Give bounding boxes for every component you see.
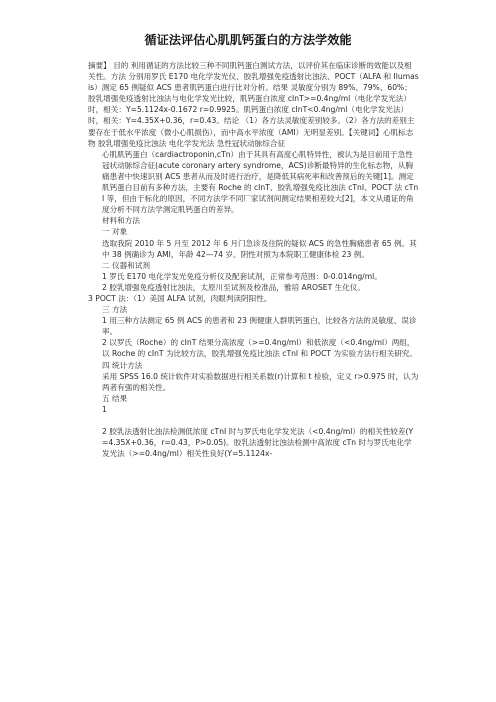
section-heading: 五 结果 bbox=[102, 393, 128, 403]
paragraph: 3 POCT 法：（1）美国 ALFA 试剂，肉眼判读阴阳性。 bbox=[88, 293, 272, 303]
document-title: 循证法评估心肌肌钙蛋白的方法学效能 bbox=[144, 33, 352, 47]
abstract-paragraph: 摘要】 目的 利用循证的方法比较三种不同肌钙蛋白测试方法，以评价其在临床诊断的效能以及相关性。方法 分别用罗氏 E170 电化学发光仪、胶乳增强免疫透射比浊法、POCT（ALFA 和 Ilumasis）测定 65 例疑似 ACS 患者肌钙蛋白进行比对分析。结果 灵敏度分别为 89%、79%、60%；胶乳增强免疫透射比浊法与电化学发光比较，肌钙蛋白浓度 cInT>=0.4ng/ml（电化学发光法）时，相关：Y=5.1124x-0.1672 r=0.9925。肌钙蛋白浓度 cInT<0.4ng/ml（电化学发光法）时，相关：Y=4.35X+0.36，r=0.43。结论 （1）各方法灵敏度差别较多。（2）各方法的差别主要存在于低水平浓度（微小心肌损伤），而中高水平浓度（AMI）无明显差别。【关键词】心肌标志物 胶乳增强免疫比浊法 电化学发光法 急性冠状动脉综合征 bbox=[88, 61, 419, 148]
section-heading: 四 统计方法 bbox=[102, 360, 143, 370]
paragraph: 1 用三种方法测定 65 例 ACS 的患者和 23 例健康人群肌钙蛋白，比较各方法的灵敏度、误诊率。 bbox=[102, 316, 417, 337]
paragraph: 2 以罗氏（Roche）的 cInT 结果分高浓度（>=0.4ng/ml）和低浓度（<0.4ng/ml）两组，以 Roche 的 cInT 为比较方法，胶乳增强免疫比浊法 cTnI 和 POCT 为实验方法行相关研究。 bbox=[102, 338, 417, 359]
section-heading: 一 对象 bbox=[102, 227, 128, 237]
paragraph: 1 罗氏 E170 电化学发光免疫分析仪及配套试剂，正常参考范围：0-0.014ng/ml。 bbox=[102, 271, 382, 281]
paragraph: 2 胶乳法透射比浊法检测低浓度 cTnI 时与罗氏电化学发光法（<0.4ng/ml）的相关性较差(Y=4.35X+0.36，r=0.43，P>0.05)。胶乳法透射比浊法检测中高浓度 cTn 时与罗氏电化学发光法（>=0.4ng/ml）相关性良好(Y=5.1124x- bbox=[102, 427, 414, 459]
document-body bbox=[88, 60, 419, 459]
paragraph: 2 胶乳增强免疫透射比浊法，太原川至试剂及校准品，雅培 AROSET 生化仪。 bbox=[102, 282, 365, 292]
paragraph: 1 bbox=[102, 404, 107, 414]
section-heading: 二 仪器和试剂 bbox=[102, 260, 150, 270]
paragraph: 采用 SPSS 16.0 统计软件对实验数据进行相关系数(r)计算和 t 检验，定义 r>0.975 时，认为两者有强的相关性。 bbox=[102, 371, 419, 392]
intro-paragraph: 心肌肌钙蛋白（cardiactroponin,cTn）由于其具有高度心肌特异性，被认为是目前用于急性冠状动脉综合征(acute coronary artery syndrome，ACS)诊断最特异的生化标志物，从胸痛患者中快速识别 ACS 患者从而及时进行治疗，是降低其病死率和改善预后的关键[1]。测定肌钙蛋白目前有多种方法，主要有 Roche 的 cInT、胶乳增强免疫比浊法 cTnI、POCT 法 cTnI 等，但由于标化的原因，不同方法学不同厂家试剂间测定结果相差较大[2]，本文从通证的角度分析不同方法学测定肌钙蛋白的差异。 bbox=[102, 149, 419, 215]
section-heading: 三 方法 bbox=[102, 305, 128, 315]
paragraph: 选取我院 2010 年 5 月至 2012 年 6 月门急诊及住院的疑似 ACS 的急性胸痛患者 65 例。其中 38 例确诊为 AMI，年龄 42—74 岁。阴性对照为本院职工健康体检 23 例。 bbox=[102, 238, 417, 259]
section-heading: 材料和方法 bbox=[102, 216, 140, 226]
